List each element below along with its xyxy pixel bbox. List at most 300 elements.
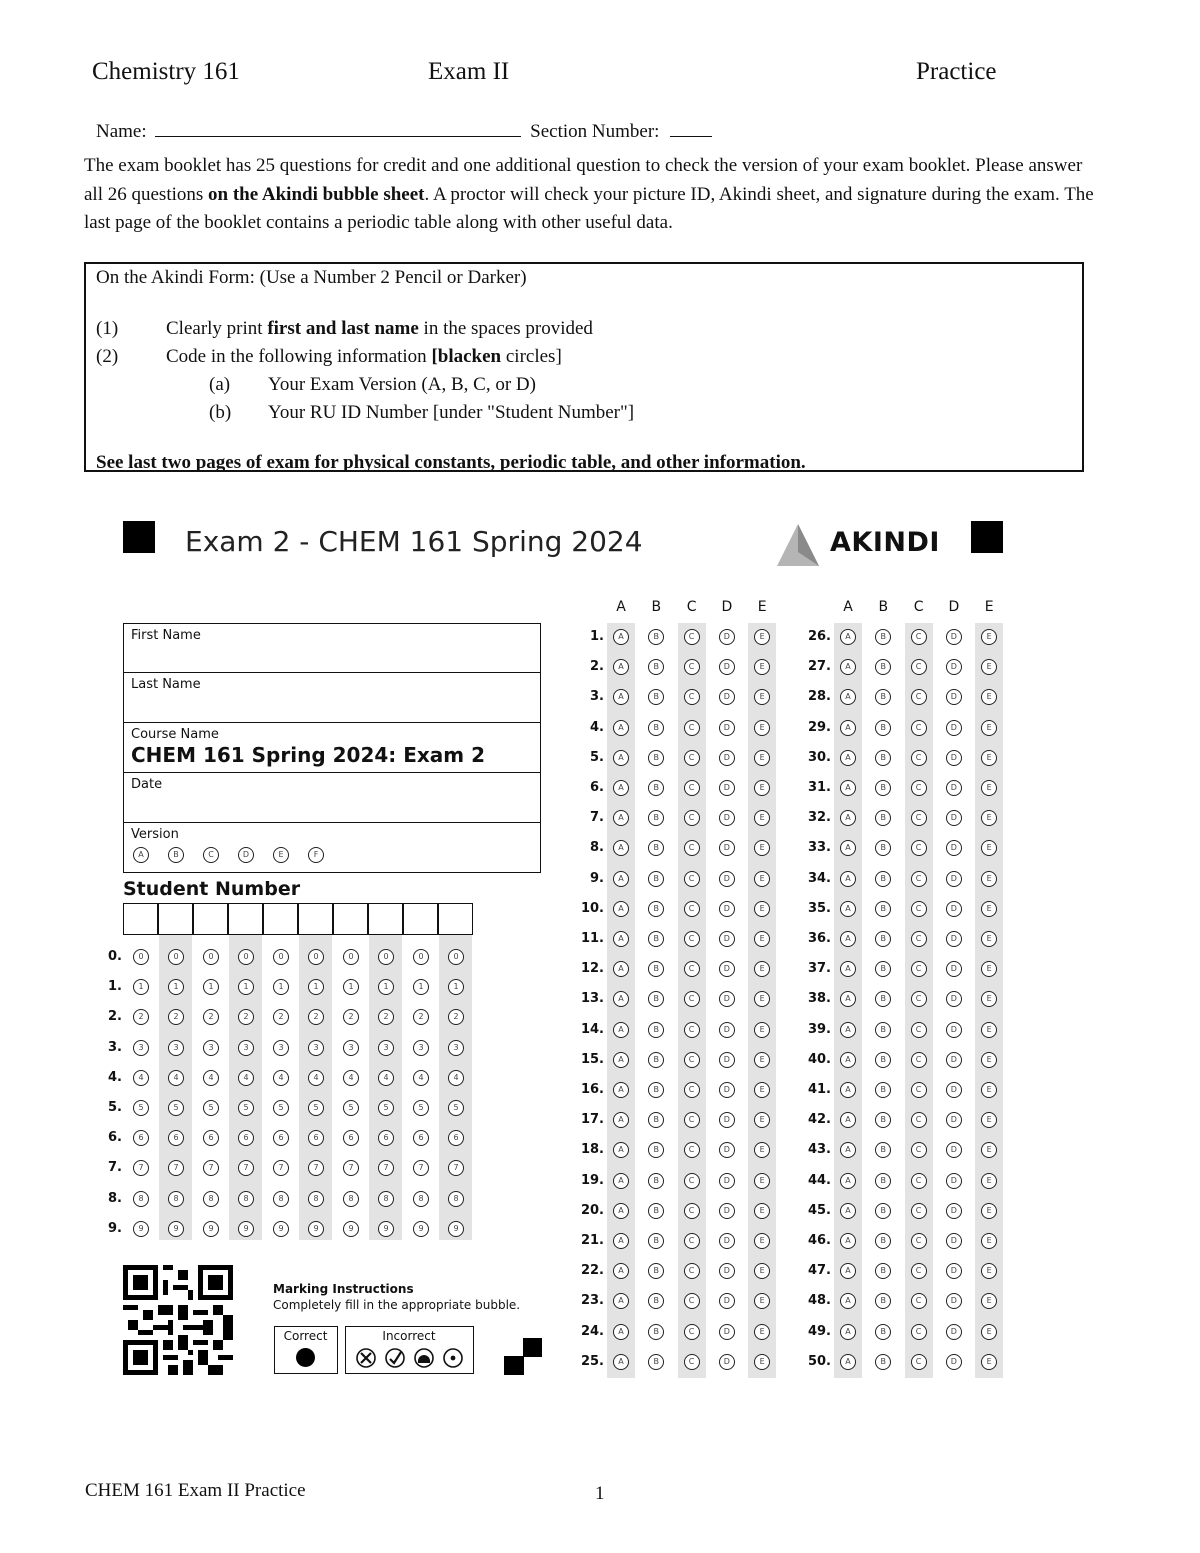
student-digit-bubble[interactable]: 9 [343, 1221, 359, 1237]
answer-bubble-q31-b[interactable]: B [875, 780, 891, 796]
student-digit-bubble[interactable]: 8 [203, 1191, 219, 1207]
answer-bubble-q49-e[interactable]: E [981, 1324, 997, 1340]
answer-bubble-q1-c[interactable]: C [684, 629, 700, 645]
answer-bubble-q14-d[interactable]: D [719, 1022, 735, 1038]
answer-bubble-q38-a[interactable]: A [840, 991, 856, 1007]
answer-bubble-q32-b[interactable]: B [875, 810, 891, 826]
answer-bubble-q15-c[interactable]: C [684, 1052, 700, 1068]
answer-bubble-q50-c[interactable]: C [911, 1354, 927, 1370]
answer-bubble-q22-e[interactable]: E [754, 1263, 770, 1279]
student-digit-bubble[interactable]: 3 [343, 1040, 359, 1056]
answer-bubble-q38-c[interactable]: C [911, 991, 927, 1007]
answer-bubble-q50-d[interactable]: D [946, 1354, 962, 1370]
answer-bubble-q34-b[interactable]: B [875, 871, 891, 887]
student-digit-bubble[interactable]: 7 [413, 1160, 429, 1176]
answer-bubble-q22-a[interactable]: A [613, 1263, 629, 1279]
answer-bubble-q30-e[interactable]: E [981, 750, 997, 766]
answer-bubble-q47-b[interactable]: B [875, 1263, 891, 1279]
student-digit-bubble[interactable]: 0 [448, 949, 464, 965]
student-digit-bubble[interactable]: 6 [203, 1130, 219, 1146]
answer-bubble-q25-e[interactable]: E [754, 1354, 770, 1370]
answer-bubble-q11-e[interactable]: E [754, 931, 770, 947]
answer-bubble-q50-a[interactable]: A [840, 1354, 856, 1370]
student-digit-bubble[interactable]: 5 [343, 1100, 359, 1116]
answer-bubble-q3-a[interactable]: A [613, 689, 629, 705]
answer-bubble-q9-c[interactable]: C [684, 871, 700, 887]
answer-bubble-q45-b[interactable]: B [875, 1203, 891, 1219]
answer-bubble-q42-c[interactable]: C [911, 1112, 927, 1128]
student-digit-bubble[interactable]: 0 [133, 949, 149, 965]
name-blank[interactable] [155, 118, 521, 137]
answer-bubble-q48-c[interactable]: C [911, 1293, 927, 1309]
answer-bubble-q9-e[interactable]: E [754, 871, 770, 887]
answer-bubble-q16-a[interactable]: A [613, 1082, 629, 1098]
answer-bubble-q27-d[interactable]: D [946, 659, 962, 675]
answer-bubble-q49-c[interactable]: C [911, 1324, 927, 1340]
answer-bubble-q28-c[interactable]: C [911, 689, 927, 705]
student-number-box[interactable] [368, 903, 403, 935]
answer-bubble-q44-a[interactable]: A [840, 1173, 856, 1189]
student-digit-bubble[interactable]: 5 [308, 1100, 324, 1116]
student-digit-bubble[interactable]: 1 [168, 979, 184, 995]
answer-bubble-q11-a[interactable]: A [613, 931, 629, 947]
answer-bubble-q15-d[interactable]: D [719, 1052, 735, 1068]
answer-bubble-q12-a[interactable]: A [613, 961, 629, 977]
answer-bubble-q41-e[interactable]: E [981, 1082, 997, 1098]
answer-bubble-q18-d[interactable]: D [719, 1142, 735, 1158]
answer-bubble-q6-e[interactable]: E [754, 780, 770, 796]
answer-bubble-q17-e[interactable]: E [754, 1112, 770, 1128]
student-digit-bubble[interactable]: 2 [448, 1009, 464, 1025]
student-digit-bubble[interactable]: 3 [238, 1040, 254, 1056]
answer-bubble-q42-e[interactable]: E [981, 1112, 997, 1128]
answer-bubble-q31-d[interactable]: D [946, 780, 962, 796]
answer-bubble-q44-c[interactable]: C [911, 1173, 927, 1189]
student-digit-bubble[interactable]: 0 [378, 949, 394, 965]
answer-bubble-q10-e[interactable]: E [754, 901, 770, 917]
student-digit-bubble[interactable]: 5 [378, 1100, 394, 1116]
answer-bubble-q37-a[interactable]: A [840, 961, 856, 977]
student-digit-bubble[interactable]: 4 [203, 1070, 219, 1086]
answer-bubble-q20-d[interactable]: D [719, 1203, 735, 1219]
answer-bubble-q10-b[interactable]: B [648, 901, 664, 917]
answer-bubble-q7-c[interactable]: C [684, 810, 700, 826]
student-digit-bubble[interactable]: 4 [238, 1070, 254, 1086]
answer-bubble-q35-b[interactable]: B [875, 901, 891, 917]
answer-bubble-q14-c[interactable]: C [684, 1022, 700, 1038]
answer-bubble-q6-b[interactable]: B [648, 780, 664, 796]
answer-bubble-q34-e[interactable]: E [981, 871, 997, 887]
student-digit-bubble[interactable]: 2 [308, 1009, 324, 1025]
answer-bubble-q38-b[interactable]: B [875, 991, 891, 1007]
student-digit-bubble[interactable]: 7 [238, 1160, 254, 1176]
answer-bubble-q27-a[interactable]: A [840, 659, 856, 675]
answer-bubble-q21-c[interactable]: C [684, 1233, 700, 1249]
answer-bubble-q26-d[interactable]: D [946, 629, 962, 645]
answer-bubble-q31-c[interactable]: C [911, 780, 927, 796]
answer-bubble-q6-c[interactable]: C [684, 780, 700, 796]
student-digit-bubble[interactable]: 0 [168, 949, 184, 965]
student-digit-bubble[interactable]: 0 [343, 949, 359, 965]
student-digit-bubble[interactable]: 1 [378, 979, 394, 995]
student-number-box[interactable] [438, 903, 473, 935]
answer-bubble-q24-c[interactable]: C [684, 1324, 700, 1340]
answer-bubble-q33-b[interactable]: B [875, 840, 891, 856]
student-digit-bubble[interactable]: 1 [133, 979, 149, 995]
answer-bubble-q44-e[interactable]: E [981, 1173, 997, 1189]
answer-bubble-q11-c[interactable]: C [684, 931, 700, 947]
answer-bubble-q19-c[interactable]: C [684, 1173, 700, 1189]
answer-bubble-q1-a[interactable]: A [613, 629, 629, 645]
answer-bubble-q25-b[interactable]: B [648, 1354, 664, 1370]
answer-bubble-q3-d[interactable]: D [719, 689, 735, 705]
answer-bubble-q9-a[interactable]: A [613, 871, 629, 887]
answer-bubble-q21-d[interactable]: D [719, 1233, 735, 1249]
answer-bubble-q10-c[interactable]: C [684, 901, 700, 917]
student-digit-bubble[interactable]: 7 [343, 1160, 359, 1176]
student-digit-bubble[interactable]: 2 [203, 1009, 219, 1025]
answer-bubble-q39-c[interactable]: C [911, 1022, 927, 1038]
answer-bubble-q4-a[interactable]: A [613, 720, 629, 736]
student-digit-bubble[interactable]: 9 [378, 1221, 394, 1237]
answer-bubble-q16-c[interactable]: C [684, 1082, 700, 1098]
answer-bubble-q21-a[interactable]: A [613, 1233, 629, 1249]
answer-bubble-q38-d[interactable]: D [946, 991, 962, 1007]
answer-bubble-q43-e[interactable]: E [981, 1142, 997, 1158]
answer-bubble-q41-b[interactable]: B [875, 1082, 891, 1098]
student-number-box[interactable] [403, 903, 438, 935]
answer-bubble-q46-c[interactable]: C [911, 1233, 927, 1249]
student-digit-bubble[interactable]: 1 [343, 979, 359, 995]
answer-bubble-q45-d[interactable]: D [946, 1203, 962, 1219]
answer-bubble-q16-e[interactable]: E [754, 1082, 770, 1098]
student-digit-bubble[interactable]: 5 [448, 1100, 464, 1116]
answer-bubble-q7-e[interactable]: E [754, 810, 770, 826]
version-bubble-b[interactable]: B [168, 847, 184, 863]
student-digit-bubble[interactable]: 3 [413, 1040, 429, 1056]
student-digit-bubble[interactable]: 4 [308, 1070, 324, 1086]
answer-bubble-q36-c[interactable]: C [911, 931, 927, 947]
answer-bubble-q28-a[interactable]: A [840, 689, 856, 705]
answer-bubble-q49-d[interactable]: D [946, 1324, 962, 1340]
student-digit-bubble[interactable]: 9 [238, 1221, 254, 1237]
answer-bubble-q13-b[interactable]: B [648, 991, 664, 1007]
answer-bubble-q6-d[interactable]: D [719, 780, 735, 796]
answer-bubble-q47-e[interactable]: E [981, 1263, 997, 1279]
answer-bubble-q13-c[interactable]: C [684, 991, 700, 1007]
student-digit-bubble[interactable]: 8 [273, 1191, 289, 1207]
answer-bubble-q18-a[interactable]: A [613, 1142, 629, 1158]
answer-bubble-q4-d[interactable]: D [719, 720, 735, 736]
answer-bubble-q25-d[interactable]: D [719, 1354, 735, 1370]
student-digit-bubble[interactable]: 2 [378, 1009, 394, 1025]
student-digit-bubble[interactable]: 6 [343, 1130, 359, 1146]
student-digit-bubble[interactable]: 8 [308, 1191, 324, 1207]
answer-bubble-q19-e[interactable]: E [754, 1173, 770, 1189]
student-digit-bubble[interactable]: 3 [203, 1040, 219, 1056]
answer-bubble-q19-d[interactable]: D [719, 1173, 735, 1189]
student-digit-bubble[interactable]: 7 [308, 1160, 324, 1176]
answer-bubble-q12-b[interactable]: B [648, 961, 664, 977]
answer-bubble-q33-c[interactable]: C [911, 840, 927, 856]
answer-bubble-q2-b[interactable]: B [648, 659, 664, 675]
student-digit-bubble[interactable]: 1 [238, 979, 254, 995]
answer-bubble-q1-e[interactable]: E [754, 629, 770, 645]
answer-bubble-q33-e[interactable]: E [981, 840, 997, 856]
answer-bubble-q9-d[interactable]: D [719, 871, 735, 887]
answer-bubble-q5-a[interactable]: A [613, 750, 629, 766]
answer-bubble-q16-b[interactable]: B [648, 1082, 664, 1098]
section-blank[interactable] [670, 118, 712, 137]
answer-bubble-q3-e[interactable]: E [754, 689, 770, 705]
answer-bubble-q42-b[interactable]: B [875, 1112, 891, 1128]
answer-bubble-q40-d[interactable]: D [946, 1052, 962, 1068]
answer-bubble-q23-b[interactable]: B [648, 1293, 664, 1309]
student-digit-bubble[interactable]: 9 [308, 1221, 324, 1237]
answer-bubble-q26-a[interactable]: A [840, 629, 856, 645]
answer-bubble-q43-b[interactable]: B [875, 1142, 891, 1158]
answer-bubble-q25-c[interactable]: C [684, 1354, 700, 1370]
answer-bubble-q20-b[interactable]: B [648, 1203, 664, 1219]
answer-bubble-q50-e[interactable]: E [981, 1354, 997, 1370]
answer-bubble-q5-c[interactable]: C [684, 750, 700, 766]
student-digit-bubble[interactable]: 4 [413, 1070, 429, 1086]
answer-bubble-q21-e[interactable]: E [754, 1233, 770, 1249]
answer-bubble-q41-c[interactable]: C [911, 1082, 927, 1098]
answer-bubble-q8-d[interactable]: D [719, 840, 735, 856]
answer-bubble-q18-b[interactable]: B [648, 1142, 664, 1158]
version-bubble-a[interactable]: A [133, 847, 149, 863]
answer-bubble-q40-b[interactable]: B [875, 1052, 891, 1068]
student-digit-bubble[interactable]: 0 [238, 949, 254, 965]
student-digit-bubble[interactable]: 6 [448, 1130, 464, 1146]
answer-bubble-q5-e[interactable]: E [754, 750, 770, 766]
answer-bubble-q8-b[interactable]: B [648, 840, 664, 856]
student-digit-bubble[interactable]: 1 [308, 979, 324, 995]
answer-bubble-q12-c[interactable]: C [684, 961, 700, 977]
answer-bubble-q10-d[interactable]: D [719, 901, 735, 917]
answer-bubble-q15-e[interactable]: E [754, 1052, 770, 1068]
answer-bubble-q12-e[interactable]: E [754, 961, 770, 977]
student-digit-bubble[interactable]: 7 [448, 1160, 464, 1176]
student-digit-bubble[interactable]: 2 [413, 1009, 429, 1025]
student-digit-bubble[interactable]: 9 [448, 1221, 464, 1237]
answer-bubble-q14-e[interactable]: E [754, 1022, 770, 1038]
answer-bubble-q13-a[interactable]: A [613, 991, 629, 1007]
version-bubble-f[interactable]: F [308, 847, 324, 863]
answer-bubble-q22-c[interactable]: C [684, 1263, 700, 1279]
student-digit-bubble[interactable]: 9 [273, 1221, 289, 1237]
student-digit-bubble[interactable]: 8 [448, 1191, 464, 1207]
answer-bubble-q24-b[interactable]: B [648, 1324, 664, 1340]
student-digit-bubble[interactable]: 3 [308, 1040, 324, 1056]
answer-bubble-q40-c[interactable]: C [911, 1052, 927, 1068]
answer-bubble-q23-e[interactable]: E [754, 1293, 770, 1309]
version-bubble-d[interactable]: D [238, 847, 254, 863]
answer-bubble-q50-b[interactable]: B [875, 1354, 891, 1370]
answer-bubble-q37-b[interactable]: B [875, 961, 891, 977]
student-digit-bubble[interactable]: 7 [378, 1160, 394, 1176]
answer-bubble-q32-a[interactable]: A [840, 810, 856, 826]
student-digit-bubble[interactable]: 0 [203, 949, 219, 965]
student-number-box[interactable] [263, 903, 298, 935]
answer-bubble-q30-b[interactable]: B [875, 750, 891, 766]
answer-bubble-q36-b[interactable]: B [875, 931, 891, 947]
student-number-box[interactable] [333, 903, 368, 935]
answer-bubble-q19-a[interactable]: A [613, 1173, 629, 1189]
answer-bubble-q39-b[interactable]: B [875, 1022, 891, 1038]
answer-bubble-q49-b[interactable]: B [875, 1324, 891, 1340]
student-digit-bubble[interactable]: 8 [343, 1191, 359, 1207]
answer-bubble-q20-c[interactable]: C [684, 1203, 700, 1219]
student-digit-bubble[interactable]: 0 [273, 949, 289, 965]
answer-bubble-q7-d[interactable]: D [719, 810, 735, 826]
answer-bubble-q22-d[interactable]: D [719, 1263, 735, 1279]
student-digit-bubble[interactable]: 9 [168, 1221, 184, 1237]
answer-bubble-q39-a[interactable]: A [840, 1022, 856, 1038]
answer-bubble-q10-a[interactable]: A [613, 901, 629, 917]
answer-bubble-q23-a[interactable]: A [613, 1293, 629, 1309]
answer-bubble-q22-b[interactable]: B [648, 1263, 664, 1279]
student-digit-bubble[interactable]: 4 [343, 1070, 359, 1086]
answer-bubble-q44-d[interactable]: D [946, 1173, 962, 1189]
answer-bubble-q26-e[interactable]: E [981, 629, 997, 645]
answer-bubble-q27-c[interactable]: C [911, 659, 927, 675]
answer-bubble-q24-d[interactable]: D [719, 1324, 735, 1340]
student-number-box[interactable] [228, 903, 263, 935]
answer-bubble-q25-a[interactable]: A [613, 1354, 629, 1370]
answer-bubble-q37-e[interactable]: E [981, 961, 997, 977]
date-field[interactable] [123, 772, 541, 823]
answer-bubble-q47-d[interactable]: D [946, 1263, 962, 1279]
student-number-box[interactable] [158, 903, 193, 935]
answer-bubble-q2-e[interactable]: E [754, 659, 770, 675]
answer-bubble-q34-c[interactable]: C [911, 871, 927, 887]
student-digit-bubble[interactable]: 8 [378, 1191, 394, 1207]
answer-bubble-q33-a[interactable]: A [840, 840, 856, 856]
answer-bubble-q45-a[interactable]: A [840, 1203, 856, 1219]
answer-bubble-q19-b[interactable]: B [648, 1173, 664, 1189]
answer-bubble-q35-a[interactable]: A [840, 901, 856, 917]
answer-bubble-q48-d[interactable]: D [946, 1293, 962, 1309]
answer-bubble-q46-d[interactable]: D [946, 1233, 962, 1249]
answer-bubble-q24-a[interactable]: A [613, 1324, 629, 1340]
student-digit-bubble[interactable]: 7 [273, 1160, 289, 1176]
student-digit-bubble[interactable]: 6 [273, 1130, 289, 1146]
answer-bubble-q35-e[interactable]: E [981, 901, 997, 917]
answer-bubble-q1-b[interactable]: B [648, 629, 664, 645]
student-digit-bubble[interactable]: 2 [133, 1009, 149, 1025]
answer-bubble-q44-b[interactable]: B [875, 1173, 891, 1189]
answer-bubble-q40-a[interactable]: A [840, 1052, 856, 1068]
answer-bubble-q48-b[interactable]: B [875, 1293, 891, 1309]
answer-bubble-q37-c[interactable]: C [911, 961, 927, 977]
answer-bubble-q29-d[interactable]: D [946, 720, 962, 736]
answer-bubble-q4-b[interactable]: B [648, 720, 664, 736]
answer-bubble-q45-e[interactable]: E [981, 1203, 997, 1219]
answer-bubble-q34-a[interactable]: A [840, 871, 856, 887]
answer-bubble-q41-a[interactable]: A [840, 1082, 856, 1098]
last-name-field[interactable] [123, 672, 541, 723]
answer-bubble-q26-b[interactable]: B [875, 629, 891, 645]
answer-bubble-q17-c[interactable]: C [684, 1112, 700, 1128]
answer-bubble-q7-b[interactable]: B [648, 810, 664, 826]
answer-bubble-q36-d[interactable]: D [946, 931, 962, 947]
student-number-box[interactable] [298, 903, 333, 935]
answer-bubble-q17-d[interactable]: D [719, 1112, 735, 1128]
version-bubble-e[interactable]: E [273, 847, 289, 863]
answer-bubble-q11-d[interactable]: D [719, 931, 735, 947]
answer-bubble-q8-e[interactable]: E [754, 840, 770, 856]
answer-bubble-q35-c[interactable]: C [911, 901, 927, 917]
answer-bubble-q13-e[interactable]: E [754, 991, 770, 1007]
answer-bubble-q4-e[interactable]: E [754, 720, 770, 736]
answer-bubble-q41-d[interactable]: D [946, 1082, 962, 1098]
answer-bubble-q47-c[interactable]: C [911, 1263, 927, 1279]
answer-bubble-q5-d[interactable]: D [719, 750, 735, 766]
student-digit-bubble[interactable]: 3 [273, 1040, 289, 1056]
student-digit-bubble[interactable]: 6 [168, 1130, 184, 1146]
student-number-box[interactable] [123, 903, 158, 935]
student-digit-bubble[interactable]: 7 [203, 1160, 219, 1176]
student-digit-bubble[interactable]: 8 [238, 1191, 254, 1207]
answer-bubble-q26-c[interactable]: C [911, 629, 927, 645]
student-digit-bubble[interactable]: 9 [133, 1221, 149, 1237]
answer-bubble-q5-b[interactable]: B [648, 750, 664, 766]
student-digit-bubble[interactable]: 5 [168, 1100, 184, 1116]
answer-bubble-q49-a[interactable]: A [840, 1324, 856, 1340]
answer-bubble-q35-d[interactable]: D [946, 901, 962, 917]
answer-bubble-q28-d[interactable]: D [946, 689, 962, 705]
answer-bubble-q31-a[interactable]: A [840, 780, 856, 796]
answer-bubble-q45-c[interactable]: C [911, 1203, 927, 1219]
student-digit-bubble[interactable]: 6 [378, 1130, 394, 1146]
answer-bubble-q29-e[interactable]: E [981, 720, 997, 736]
student-digit-bubble[interactable]: 6 [238, 1130, 254, 1146]
student-digit-bubble[interactable]: 3 [448, 1040, 464, 1056]
student-digit-bubble[interactable]: 5 [273, 1100, 289, 1116]
student-digit-bubble[interactable]: 1 [273, 979, 289, 995]
answer-bubble-q2-c[interactable]: C [684, 659, 700, 675]
answer-bubble-q43-c[interactable]: C [911, 1142, 927, 1158]
answer-bubble-q2-a[interactable]: A [613, 659, 629, 675]
answer-bubble-q34-d[interactable]: D [946, 871, 962, 887]
answer-bubble-q17-a[interactable]: A [613, 1112, 629, 1128]
answer-bubble-q43-d[interactable]: D [946, 1142, 962, 1158]
student-digit-bubble[interactable]: 5 [413, 1100, 429, 1116]
answer-bubble-q37-d[interactable]: D [946, 961, 962, 977]
answer-bubble-q8-c[interactable]: C [684, 840, 700, 856]
answer-bubble-q46-b[interactable]: B [875, 1233, 891, 1249]
student-digit-bubble[interactable]: 8 [168, 1191, 184, 1207]
answer-bubble-q42-d[interactable]: D [946, 1112, 962, 1128]
answer-bubble-q46-a[interactable]: A [840, 1233, 856, 1249]
answer-bubble-q3-b[interactable]: B [648, 689, 664, 705]
answer-bubble-q23-d[interactable]: D [719, 1293, 735, 1309]
answer-bubble-q20-e[interactable]: E [754, 1203, 770, 1219]
answer-bubble-q2-d[interactable]: D [719, 659, 735, 675]
answer-bubble-q29-b[interactable]: B [875, 720, 891, 736]
answer-bubble-q36-a[interactable]: A [840, 931, 856, 947]
answer-bubble-q15-a[interactable]: A [613, 1052, 629, 1068]
student-digit-bubble[interactable]: 8 [413, 1191, 429, 1207]
student-digit-bubble[interactable]: 3 [133, 1040, 149, 1056]
student-digit-bubble[interactable]: 7 [133, 1160, 149, 1176]
answer-bubble-q14-b[interactable]: B [648, 1022, 664, 1038]
answer-bubble-q48-e[interactable]: E [981, 1293, 997, 1309]
student-digit-bubble[interactable]: 8 [133, 1191, 149, 1207]
first-name-field[interactable] [123, 623, 541, 673]
